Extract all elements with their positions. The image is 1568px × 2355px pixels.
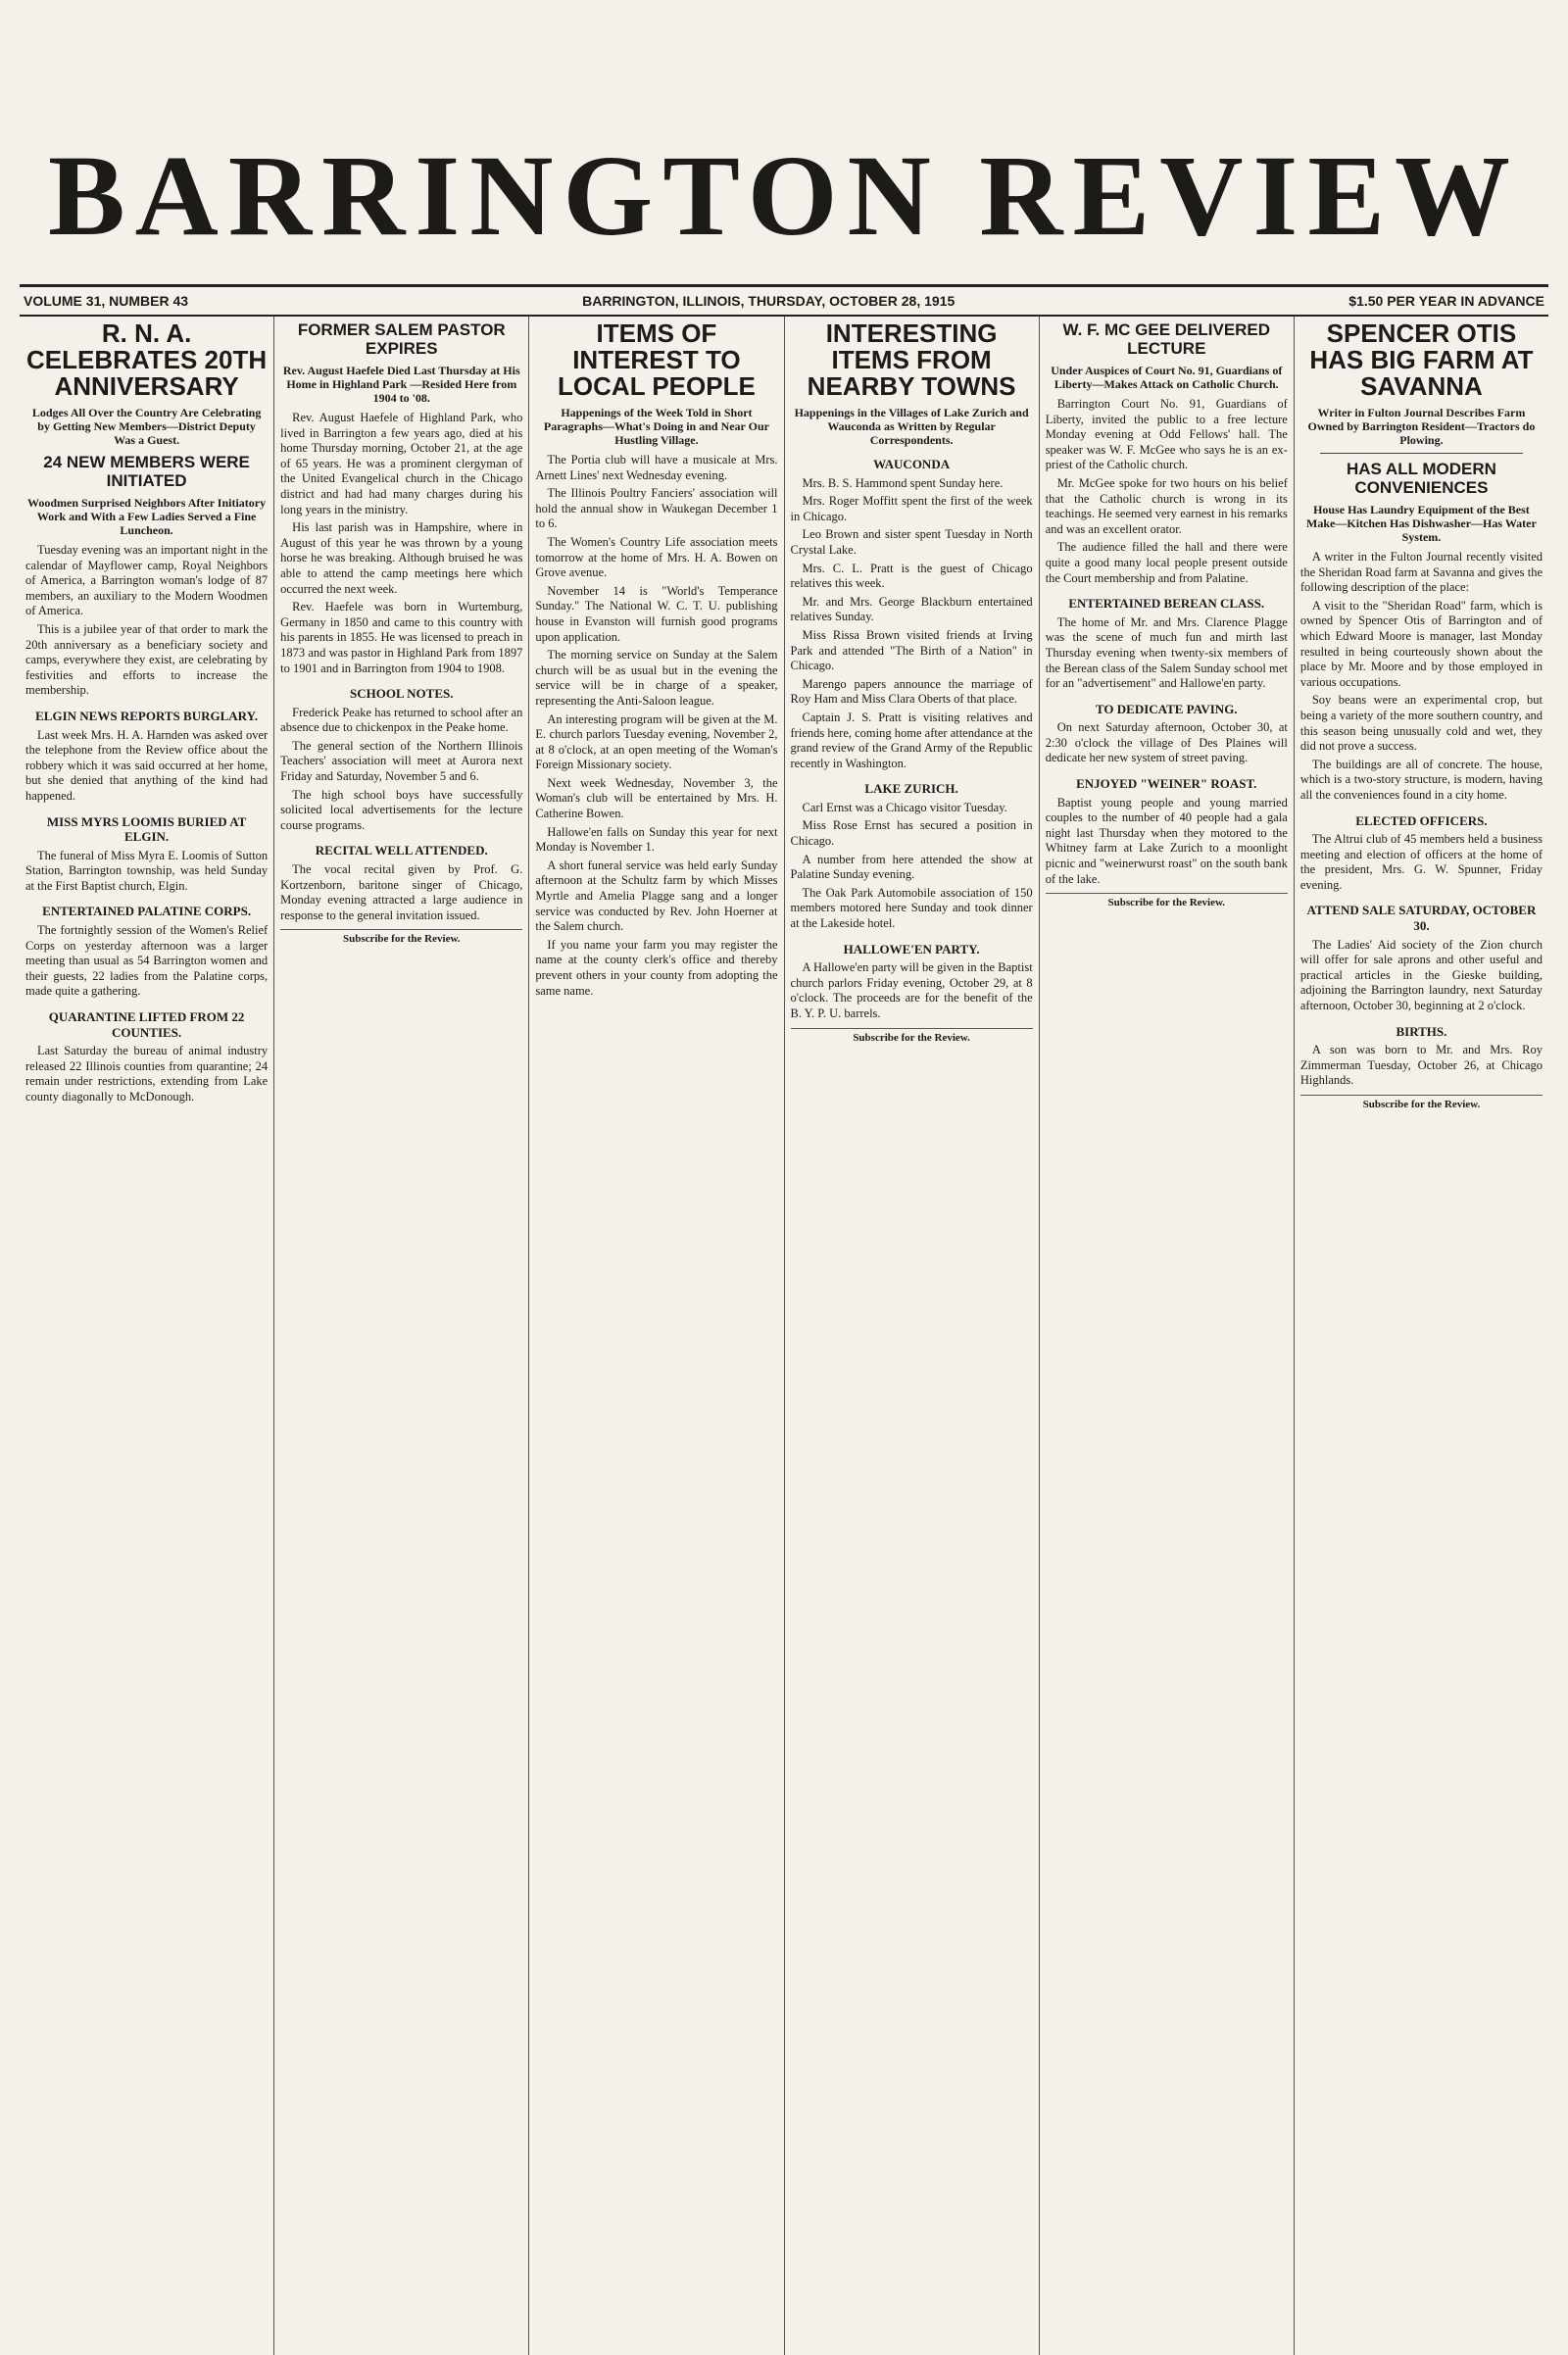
paragraph: Tuesday evening was an important night in the calendar of Mayflower camp, Royal Neighbors of America, a Barrington woman's lodge of 87 members, an auxiliary to the Modern Woodmen of America. — [25, 543, 269, 618]
paragraph: Miss Rose Ernst has secured a position in Chicago. — [790, 818, 1033, 849]
column-4 — [785, 317, 1040, 2355]
subhead: SCHOOL NOTES. — [350, 686, 454, 702]
paragraph: Carl Ernst was a Chicago visitor Tuesday. — [802, 800, 1007, 814]
subhead: ENTERTAINED PALATINE CORPS. — [42, 904, 252, 919]
subhead: ELECTED OFFICERS. — [1355, 812, 1488, 828]
paragraph: Mrs. Roger Moffitt spent the first of the week in Chicago. — [790, 494, 1033, 523]
paragraph: Miss Rissa Brown visited friends at Irving Park and attended "The Birth of a Nation" in Chicago. — [790, 627, 1033, 673]
column-1 — [20, 317, 274, 2355]
column-5 — [1040, 317, 1295, 2355]
masthead — [20, 20, 1548, 287]
headline-secondary: HAS ALL MODERN CONVENIENCES — [1346, 460, 1496, 497]
subhead: LAKE ZURICH. — [864, 781, 958, 797]
paragraph: The Illinois Poultry Fanciers' association will hold the annual show in Waukegan December 1 to 6. — [535, 486, 778, 531]
paragraph: Last Saturday the bureau of animal industry released 22 Illinois counties from quarantine; 24 remain under restrictions, extending from Lake county diagonally to McDonough. — [25, 1044, 269, 1104]
paragraph: A visit to the "Sheridan Road" farm, which is owned by Spencer Otis of Barrington and of which Edward Moore is manager, last Monday resulted in being courteously shown about the place by Mr. Moore and by those employed in various occupations. — [1299, 598, 1544, 689]
headline: ITEMS OF INTEREST TO LOCAL PEOPLE — [558, 319, 756, 401]
paragraph: The vocal recital given by Prof. G. Kortzenborn, baritone singer of Chicago, Monday evening attracted a large audience in response to the general invitation issued. — [280, 862, 523, 922]
headline: INTERESTING ITEMS FROM NEARBY TOWNS — [807, 319, 1016, 401]
subscribe-notice: Subscribe for the Review. — [791, 1028, 1033, 1047]
paragraph: A short funeral service was held early Sunday afternoon at the Schultz farm by which Misses Myrtle and Amelia Plagge sang and a longer service was conducted by Rev. John Hoerner at the Salem church. — [535, 858, 778, 934]
issue-date: BARRINGTON, ILLINOIS, THURSDAY, OCTOBER 28, 1915 — [582, 293, 956, 309]
newspaper-page — [20, 20, 1548, 2304]
deck: Under Auspices of Court No. 91, Guardians of Liberty—Makes Attack on Catholic Church. — [1051, 364, 1283, 391]
deck: Rev. August Haefele Died Last Thursday at His Home in Highland Park —Resided Here from 1904 to '08. — [282, 364, 520, 405]
headline: FORMER SALEM PASTOR EXPIRES — [297, 320, 506, 358]
paragraph: The audience filled the hall and there were quite a good many local people present outside the Court membership and from Palatine. — [1045, 540, 1288, 585]
article-body — [1300, 550, 1543, 1113]
subhead: ENTERTAINED BEREAN CLASS. — [1068, 596, 1265, 612]
headline: SPENCER OTIS HAS BIG FARM AT SAVANNA — [1309, 319, 1534, 401]
subhead: MISS MYRS LOOMIS BURIED AT ELGIN. — [46, 813, 247, 845]
paragraph: Frederick Peake has returned to school after an absence due to chickenpox in the Peake home. — [280, 705, 523, 735]
paragraph: Mrs. B. S. Hammond spent Sunday here. — [802, 475, 1004, 490]
deck: Lodges All Over the Country Are Celebrating by Getting New Members—District Deputy Was a Guest. — [31, 406, 262, 447]
paragraph: Soy beans were an experimental crop, but being a variety of the more southern country, and this season being unusually cold and wet, they did not prove a success. — [1299, 693, 1544, 754]
subscribe-notice: Subscribe for the Review. — [280, 929, 522, 948]
paragraph: The Altrui club of 45 members held a business meeting and election of officers at the home of the president, Mrs. G. W. Spunner, Friday evening. — [1299, 832, 1544, 892]
deck-secondary: House Has Laundry Equipment of the Best Make—Kitchen Has Dishwasher—Has Water System. — [1306, 503, 1537, 544]
article-columns — [20, 317, 1548, 2355]
paragraph: The home of Mr. and Mrs. Clarence Plagge was the scene of much fun and mirth last Thursday evening when twenty-six members of the Berean class of the Salem Sunday school met for an "advertisement" and Hallowe'en party. — [1045, 614, 1288, 691]
paragraph: Rev. Haefele was born in Wurtemburg, Germany in 1850 and came to this country with his parents in 1855. He was licensed to preach in 1873 and was pastor in Highland Park from 1897 to 1901 and in Barrington from 1904 to 1908. — [280, 600, 523, 675]
paragraph: The morning service on Sunday at the Salem church will be as usual but in the evening the service will be in charge of a speaker, representing the Anti-Saloon league. — [535, 648, 778, 708]
headline: R. N. A. CELEBRATES 20TH ANNIVERSARY — [26, 319, 268, 401]
paragraph: A Hallowe'en party will be given in the Baptist church parlors Friday evening, October 29, at 8 o'clock. The proceeds are for the benefit of the B. Y. P. U. barrels. — [790, 960, 1033, 1020]
paragraph: Marengo papers announce the marriage of Roy Ham and Miss Clara Oberts of that place. — [790, 676, 1033, 707]
article-body — [25, 543, 268, 1105]
article-body — [280, 411, 522, 948]
deck: Happenings of the Week Told in Short Paragraphs—What's Doing in and Near Our Hustling Village. — [543, 406, 769, 447]
paragraph: Rev. August Haefele of Highland Park, who lived in Barrington a few years ago, died at his home Thursday morning, October 21, at the age of 65 years. He was a prominent clergyman of the United Evangelical church in the Chicago district and had had many charges during his long years in the ministry. — [280, 411, 523, 516]
paragraph: The Women's Country Life association meets tomorrow at the home of Mrs. H. A. Bowen on Grove avenue. — [535, 534, 778, 580]
paragraph: November 14 is "World's Temperance Sunday." The National W. C. T. U. publishing house in Evanston will furnish good programs upon application. — [535, 583, 778, 644]
paragraph: The buildings are all of concrete. The house, which is a two-story structure, is modern, having all the conveniences found in a city home. — [1299, 757, 1544, 802]
deck-secondary: Woodmen Surprised Neighbors After Initiatory Work and With a Few Ladies Served a Fine Luncheon. — [27, 496, 267, 537]
deck: Writer in Fulton Journal Describes Farm Owned by Barrington Resident—Tractors do Plowing. — [1307, 406, 1536, 447]
paragraph: A writer in the Fulton Journal recently visited the Sheridan Road farm at Savanna and gives the following description of the place: — [1299, 550, 1544, 595]
deck: Happenings in the Villages of Lake Zurich and Wauconda as Written by Regular Correspondents. — [794, 406, 1029, 447]
paragraph: Hallowe'en falls on Sunday this year for next Monday is November 1. — [535, 824, 778, 855]
subhead: QUARANTINE LIFTED FROM 22 COUNTIES. — [48, 1009, 245, 1040]
subhead: ATTEND SALE SATURDAY, OCTOBER 30. — [1306, 903, 1537, 934]
paragraph: The high school boys have successfully solicited local advertisements for the lecture course programs. — [280, 787, 523, 832]
paragraph: If you name your farm you may register the name at the county clerk's office and thereby prevent others in your county from adopting the same name. — [535, 937, 778, 998]
volume-number: VOLUME 31, NUMBER 43 — [24, 293, 189, 309]
paragraph: The Oak Park Automobile association of 150 members motored here Sunday and took dinner at the Lakeside hotel. — [790, 885, 1033, 931]
subhead: RECITAL WELL ATTENDED. — [315, 843, 488, 859]
paragraph: The general section of the Northern Illinois Teachers' association will meet at Aurora next Friday and Saturday, November 5 and 6. — [280, 738, 523, 784]
paragraph: Leo Brown and sister spent Tuesday in North Crystal Lake. — [790, 527, 1033, 557]
subscribe-notice: Subscribe for the Review. — [1046, 893, 1288, 911]
subscribe-notice: Subscribe for the Review. — [1300, 1095, 1543, 1113]
paragraph: A number from here attended the show at Palatine Sunday evening. — [790, 852, 1033, 882]
paragraph: Mr. and Mrs. George Blackburn entertained relatives Sunday. — [790, 594, 1033, 624]
paragraph: Mrs. C. L. Pratt is the guest of Chicago relatives this week. — [790, 561, 1033, 591]
paragraph: Captain J. S. Pratt is visiting relatives and friends here, coming home after attendance at the grand review of the Grand Army of the Republic recently in Washington. — [790, 710, 1033, 770]
column-3 — [529, 317, 784, 2355]
paragraph: Barrington Court No. 91, Guardians of Liberty, invited the public to a free lecture Monday evening at Odd Fellows' hall. The speaker was W. F. McGee who says he is an ex-priest of the Catholic church. — [1045, 397, 1288, 472]
dateline — [20, 287, 1548, 317]
paragraph: On next Saturday afternoon, October 30, at 2:30 o'clock the village of Des Plaines will dedicate her new system of street paving. — [1045, 720, 1288, 765]
column-2 — [274, 317, 529, 2355]
paragraph: This is a jubilee year of that order to mark the 20th anniversary as a beneficiary society and camps, everywhere they exist, are celebrating by festivities and efforts to increase the membership. — [25, 621, 269, 698]
subhead: HALLOWE'EN PARTY. — [843, 941, 980, 957]
subhead: ENJOYED "WEINER" ROAST. — [1076, 776, 1257, 792]
paragraph: Baptist young people and young married couples to the number of 40 people had a gala night last Thursday when they motored to the Whitney farm at Lake Zurich to a moonlight picnic and "weinerwurst roast" on the south bank of the lake. — [1045, 795, 1288, 886]
article-body — [1046, 397, 1288, 911]
article-body — [791, 457, 1033, 1046]
subhead: ELGIN NEWS REPORTS BURGLARY. — [35, 708, 259, 723]
headline: W. F. MC GEE DELIVERED LECTURE — [1062, 320, 1271, 358]
newspaper-title: BARRINGTON REVIEW — [47, 131, 1521, 260]
paragraph: Next week Wednesday, November 3, the Woman's club will be entertained by Mrs. H. Catherine Bowen. — [535, 775, 778, 821]
subhead: BIRTHS. — [1396, 1023, 1447, 1039]
paragraph: An interesting program will be given at the M. E. church parlors Tuesday evening, November 2, at 8 o'clock, at an open meeting of the Woman's Foreign Missionary society. — [535, 711, 778, 772]
paragraph: His last parish was in Hampshire, where in August of this year he was thrown by a young horse he was breaking. Although bruised he was able to attend the camp meetings here which occurred the next week. — [280, 520, 523, 596]
paragraph: The Portia club will have a musicale at Mrs. Arnett Lines' next Wednesday evening. — [535, 453, 778, 482]
divider — [1320, 453, 1523, 454]
subhead: TO DEDICATE PAVING. — [1095, 701, 1238, 716]
paragraph: The Ladies' Aid society of the Zion church will offer for sale aprons and other useful and practical articles in the Gieske building, adjoining the Barrington laundry, next Saturday afternoon, October 30, beginning at 2 o'clock. — [1299, 937, 1544, 1013]
subhead: WAUCONDA — [873, 457, 951, 471]
paragraph: Last week Mrs. H. A. Harnden was asked over the telephone from the Review office about the robbery which it was said occurred at her home, but she denied that anything of the kind had happened. — [25, 727, 269, 803]
subscription-price: $1.50 PER YEAR IN ADVANCE — [1348, 293, 1544, 309]
column-6 — [1295, 317, 1548, 2355]
paragraph: A son was born to Mr. and Mrs. Roy Zimmerman Tuesday, October 26, at Chicago Highlands. — [1299, 1043, 1544, 1088]
paragraph: Mr. McGee spoke for two hours on his belief that the Catholic church is wrong in its teachings. He seemed very earnest in his remarks and was an excellent orator. — [1045, 475, 1288, 536]
headline-secondary: 24 NEW MEMBERS WERE INITIATED — [43, 453, 250, 490]
paragraph: The funeral of Miss Myra E. Loomis of Sutton Station, Barrington township, was held Sunday at the First Baptist church, Elgin. — [25, 848, 269, 893]
paragraph: The fortnightly session of the Women's Relief Corps on yesterday afternoon was a larger meeting than usual as 54 Barrington women and their guests, 22 ladies from the Palatine corps, made quite a gathering. — [25, 923, 269, 999]
article-body — [535, 453, 777, 999]
